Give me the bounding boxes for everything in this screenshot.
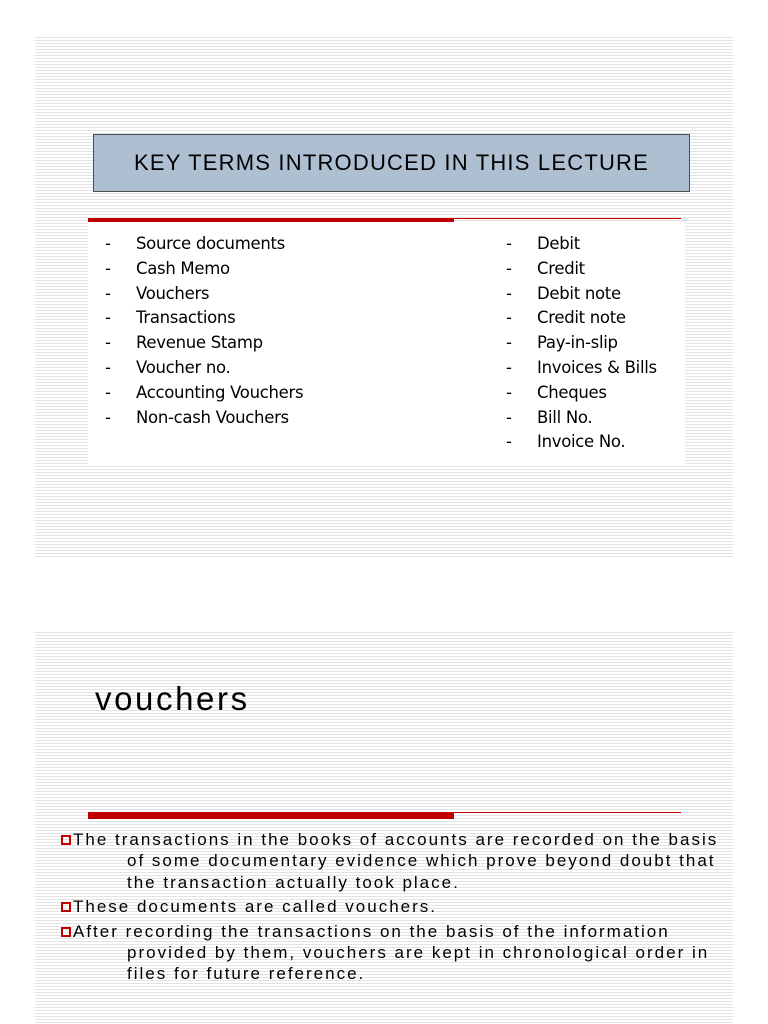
term-item: - Invoice No.: [506, 432, 626, 452]
bullet-item: After recording the transactions on the basis of the information provided by them, vouchers are kept in chronological order in files for future reference.: [61, 921, 733, 985]
slide-title: vouchers: [95, 680, 250, 717]
term-item: - Invoices & Bills: [506, 357, 657, 377]
terms-right-column: [506, 232, 657, 455]
title-divider-thin: [454, 218, 681, 219]
bullet-list: [61, 829, 733, 988]
term-item: - Non-cash Vouchers: [105, 407, 289, 427]
title-divider-red: [88, 812, 454, 819]
term-item: - Debit: [506, 234, 580, 253]
slide-key-terms: [35, 35, 733, 558]
slide-vouchers: [35, 630, 733, 1024]
key-terms-title: KEY TERMS INTRODUCED IN THIS LECTURE: [93, 134, 690, 192]
term-item: - Transactions: [105, 308, 236, 328]
term-item: - Revenue Stamp: [105, 333, 263, 353]
terms-panel: [88, 222, 685, 464]
term-item: - Vouchers: [105, 283, 210, 303]
term-item: - Debit note: [506, 283, 621, 303]
term-item: - Bill No.: [506, 407, 593, 427]
term-item: - Voucher no.: [105, 357, 231, 377]
title-divider-thin: [454, 812, 681, 813]
square-bullet-icon: [61, 902, 71, 912]
terms-left-column: [105, 232, 303, 430]
term-item: - Cash Memo: [105, 258, 230, 278]
term-item: - Accounting Vouchers: [105, 382, 304, 402]
bullet-item: The transactions in the books of accounts are recorded on the basis of some documentary evidence which prove beyond doubt that the transaction actually took place.: [61, 829, 733, 893]
term-item: - Credit note: [506, 308, 626, 328]
term-item: - Source documents: [105, 234, 285, 253]
square-bullet-icon: [61, 835, 71, 845]
bullet-item: These documents are called vouchers.: [61, 896, 733, 917]
term-item: - Pay-in-slip: [506, 333, 618, 353]
square-bullet-icon: [61, 927, 71, 937]
term-item: - Credit: [506, 258, 585, 278]
term-item: - Cheques: [506, 382, 607, 402]
